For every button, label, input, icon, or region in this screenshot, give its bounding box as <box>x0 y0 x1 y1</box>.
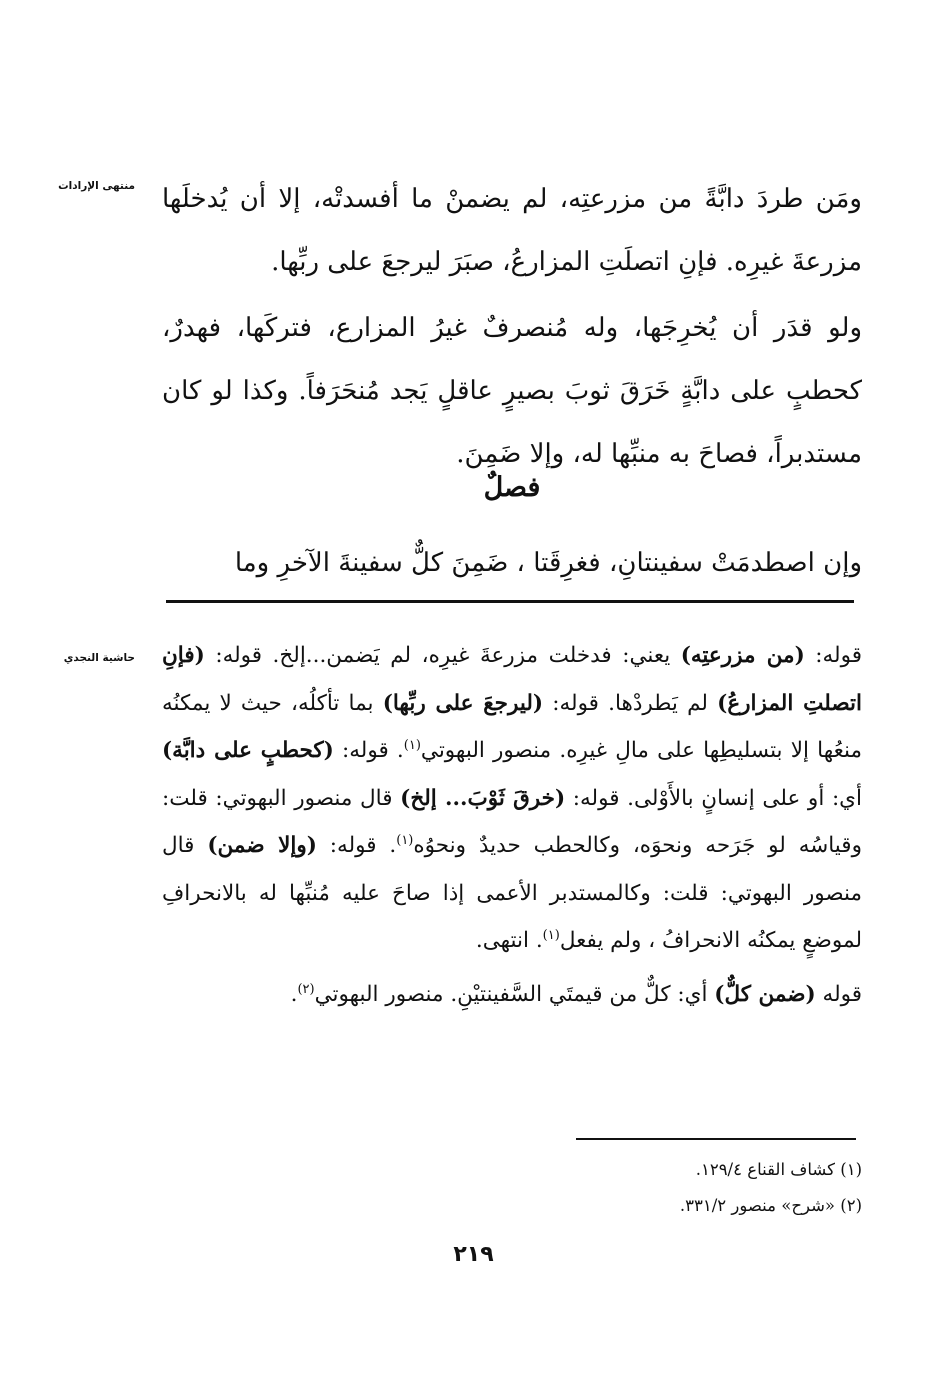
quoted-phrase: (كحطبٍ على دابَّة) <box>162 738 334 763</box>
margin-label-matn: منتهى الإرادات <box>58 180 135 192</box>
quoted-phrase: (فإنِ اتصلتِ المزارعُ) <box>162 643 862 716</box>
main-text <box>162 168 862 486</box>
footnote-ref[interactable]: (١) <box>403 737 421 753</box>
section-title: فصلٌ <box>483 472 541 503</box>
margin-label-hashiya: حاشية النجدي <box>63 652 135 664</box>
footnote-ref[interactable]: (١) <box>396 832 414 848</box>
main-paragraph-2: ولو قدَر أن يُخرِجَها، وله مُنصرفٌ غيرُ المزارع، فتركَها، فهدرٌ، كحطبٍ على دابَّةٍ خَرَقَ ثوبَ بصيرٍ عاقلٍ يَجد مُنحَرَفاً. وكذا لو كان مستدبراً، فصاحَ به منبِّها له، وإلا ضَمِنَ. <box>162 313 862 469</box>
quoted-phrase: (خرقَ ثَوْبَ... إلخ) <box>400 785 566 811</box>
quoted-phrase: (ليرجعَ على ربِّها) <box>382 690 544 716</box>
commentary-text <box>162 632 862 1018</box>
footnote-ref[interactable]: (٢) <box>297 981 315 997</box>
quoted-phrase: (ضمن كلٌّ) <box>714 981 816 1007</box>
commentary-paragraph-2: قوله (ضمن كلٌّ) أي: كلٌّ من قيمتَي السَّفينتيْنِ. منصور البهوتي$^{(٢)}$. <box>290 981 862 1007</box>
footnote-2: (٢) «شرح» منصور ٣٣١/٢. <box>679 1196 862 1215</box>
main-paragraph-3: وإن اصطدمَتْ سفينتانِ، فغرِقَتا ، ضَمِنَ كلٌّ سفينةَ الآخرِ وما <box>234 548 862 578</box>
page-number: ٢١٩ <box>453 1242 494 1267</box>
commentary-paragraph-1: قوله: (من مزرعتِه) يعني: فدخلت مزرعةَ غيرِه، لم يَضمن...إلخ. قوله: (فإنِ اتصلتِ المزارعُ) لم يَطردْها. قوله: (ليرجعَ على ربِّها) بما تأكلُه، حيث لا يمكنُه منعُها إلا بتسليطِها على مالِ غيرِه. منصور البهوتي$^{(١)}$. قوله: (كحطبٍ على دابَّة) أي: أو على إنسانٍ بالأَوْلى. قوله: (خرقَ ثَوْبَ... إلخ) قال منصور البهوتي: قلت: وقياسُه لو جَرَحه ونحوَه، وكالحطب حديدٌ ونحوُه$^{(١)}$. قوله: (وإلا ضمن) قال منصور البهوتي: قلت: وكالمستدبر الأعمى إذا صاحَ عليه مُنبِّها له بالانحرافِ لموضعٍ يمكنُه الانحرافُ ، ولم يفعل$^{(١)}$. انتهى. <box>162 643 862 953</box>
main-divider <box>166 600 854 603</box>
footnotes <box>162 1152 862 1224</box>
quoted-phrase: (وإلا ضمن) <box>207 833 317 858</box>
footnote-1: (١) كشاف القناع ١٢٩/٤. <box>695 1160 862 1179</box>
footnote-divider <box>576 1138 856 1140</box>
quoted-phrase: (من مزرعتِه) <box>680 643 805 668</box>
main-paragraph-1: ومَن طردَ دابَّةً من مزرعتِه، لم يضمنْ ما أفسدتْه، إلا أن يُدخلَها مزرعةَ غيرِه. فإنِ اتصلَتِ المزارعُ، صبَرَ ليرجعَ على ربِّها. <box>162 184 862 277</box>
footnote-ref[interactable]: (١) <box>542 927 560 943</box>
